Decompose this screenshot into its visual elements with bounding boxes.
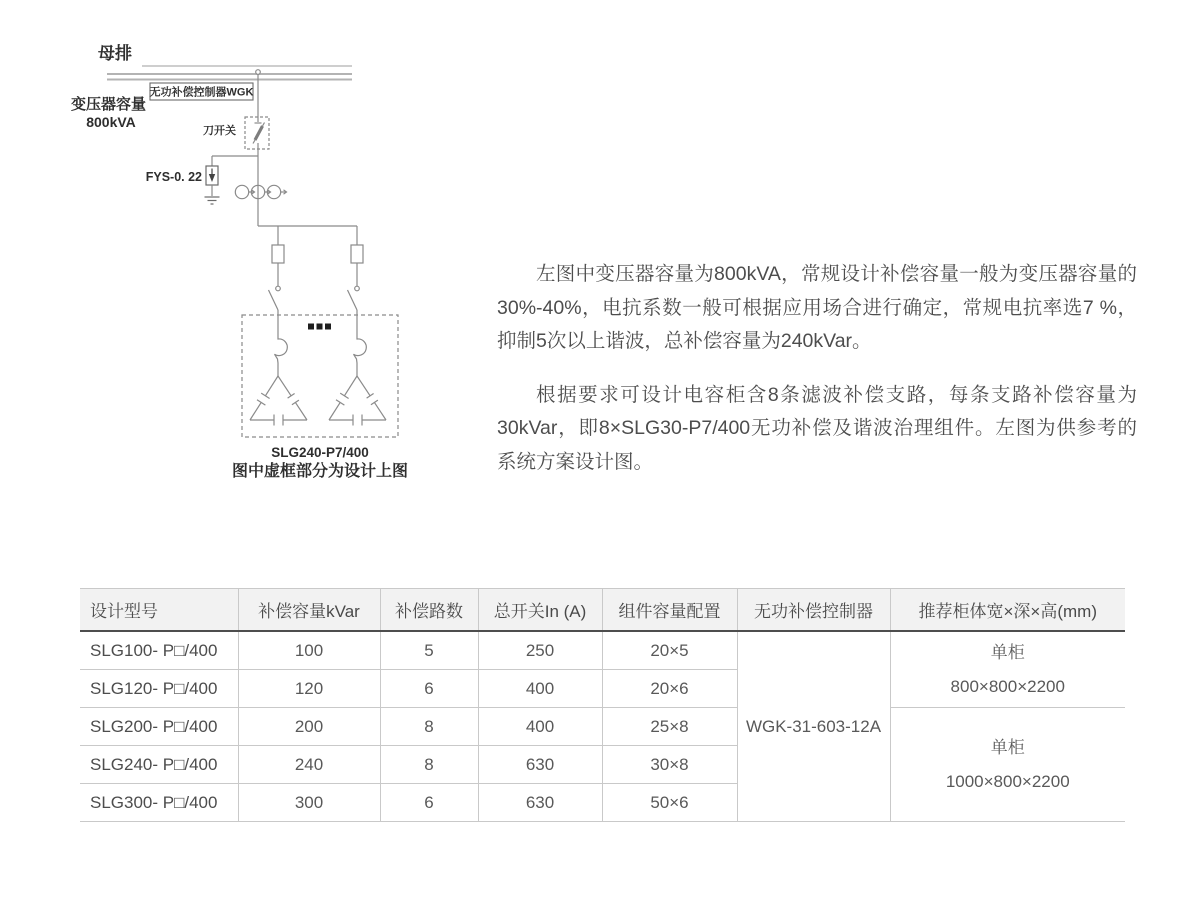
col-header-config: 组件容量配置	[602, 589, 737, 632]
capacitor-delta-icon	[250, 376, 307, 426]
ellipsis-dots-icon	[308, 324, 331, 330]
reactor-icon	[275, 310, 288, 376]
controller-box-label: 无功补偿控制器WGK	[149, 86, 254, 99]
col-header-model: 设计型号	[80, 589, 238, 632]
cabinet-type: 单柜	[990, 642, 1025, 662]
fuse-icon	[351, 245, 363, 263]
cell-cabinet-large	[890, 708, 1125, 822]
cabinet-size: 800×800×2200	[950, 676, 1065, 696]
description-block	[497, 258, 1137, 499]
surge-arrester-icon	[206, 156, 258, 196]
cell-model: SLG240- P□/400	[80, 746, 238, 784]
cell-model: SLG300- P□/400	[80, 784, 238, 822]
breaker-switch-icon	[348, 286, 360, 310]
module-model-label: SLG240-P7/400	[271, 445, 369, 460]
cell-config: 20×6	[602, 670, 737, 708]
cell-model: SLG120- P□/400	[80, 670, 238, 708]
cell-config: 30×8	[602, 746, 737, 784]
cell-capacity: 200	[238, 708, 380, 746]
cell-breaker: 630	[478, 746, 602, 784]
spec-table	[80, 588, 1125, 822]
cell-cabinet-small	[890, 631, 1125, 708]
module-dashed-enclosure	[242, 315, 398, 437]
arrester-label: FYS-0. 22	[145, 170, 202, 184]
fuse-icon	[272, 245, 284, 263]
reactor-icon	[354, 310, 367, 376]
cell-breaker: 400	[478, 670, 602, 708]
cell-capacity: 300	[238, 784, 380, 822]
table-row	[80, 631, 1125, 670]
col-header-capacity: 补偿容量kVar	[238, 589, 380, 632]
current-transformer-icons	[235, 185, 286, 198]
cell-breaker: 630	[478, 784, 602, 822]
cell-circuits: 8	[380, 708, 478, 746]
busbar-tap-icon	[256, 70, 261, 75]
busbar-label: 母排	[98, 44, 132, 63]
description-paragraph-2: 根据要求可设计电容柜含8条滤波补偿支路，每条支路补偿容量为30kVar，即8×SLG30-P7/400无功补偿及谐波治理组件。左图为供参考的系统方案设计图。	[497, 383, 1137, 473]
breaker-switch-icon	[269, 286, 281, 310]
cell-capacity: 120	[238, 670, 380, 708]
diagram-caption: 图中虚框部分为设计上图	[231, 463, 409, 480]
col-header-controller: 无功补偿控制器	[737, 589, 890, 632]
cabinet-type: 单柜	[990, 737, 1025, 757]
cell-circuits: 6	[380, 784, 478, 822]
cell-model: SLG200- P□/400	[80, 708, 238, 746]
busbar	[107, 66, 352, 80]
col-header-cabinet: 推荐柜体宽×深×高(mm)	[890, 589, 1125, 632]
cell-model: SLG100- P□/400	[80, 631, 238, 670]
capacitor-delta-icon	[329, 376, 386, 426]
description-paragraph-1: 左图中变压器容量为800kVA，常规设计补偿容量一般为变压器容量的30%-40%，电抗系数一般可根据应用场合进行确定，常规电抗率选7 %，抑制5次以上谐波，总补偿容量为240kVar。	[497, 263, 1137, 352]
cell-controller: WGK-31-603-12A	[737, 631, 890, 822]
cell-config: 50×6	[602, 784, 737, 822]
col-header-breaker: 总开关In (A)	[478, 589, 602, 632]
table-row	[80, 708, 1125, 746]
transformer-capacity-value: 800kVA	[86, 114, 136, 130]
cell-circuits: 6	[380, 670, 478, 708]
cabinet-size: 1000×800×2200	[945, 771, 1070, 791]
cell-config: 25×8	[602, 708, 737, 746]
table-header-row	[80, 589, 1125, 632]
knife-switch-icon	[245, 117, 269, 149]
col-header-circuits: 补偿路数	[380, 589, 478, 632]
cell-breaker: 400	[478, 708, 602, 746]
cell-capacity: 100	[238, 631, 380, 670]
cell-breaker: 250	[478, 631, 602, 670]
knife-switch-label: 刀开关	[203, 125, 236, 137]
cell-config: 20×5	[602, 631, 737, 670]
transformer-capacity-label: 变压器容量	[71, 96, 147, 113]
cell-circuits: 8	[380, 746, 478, 784]
cell-circuits: 5	[380, 631, 478, 670]
ground-icon	[205, 197, 220, 204]
cell-capacity: 240	[238, 746, 380, 784]
system-schematic-diagram	[0, 0, 500, 500]
